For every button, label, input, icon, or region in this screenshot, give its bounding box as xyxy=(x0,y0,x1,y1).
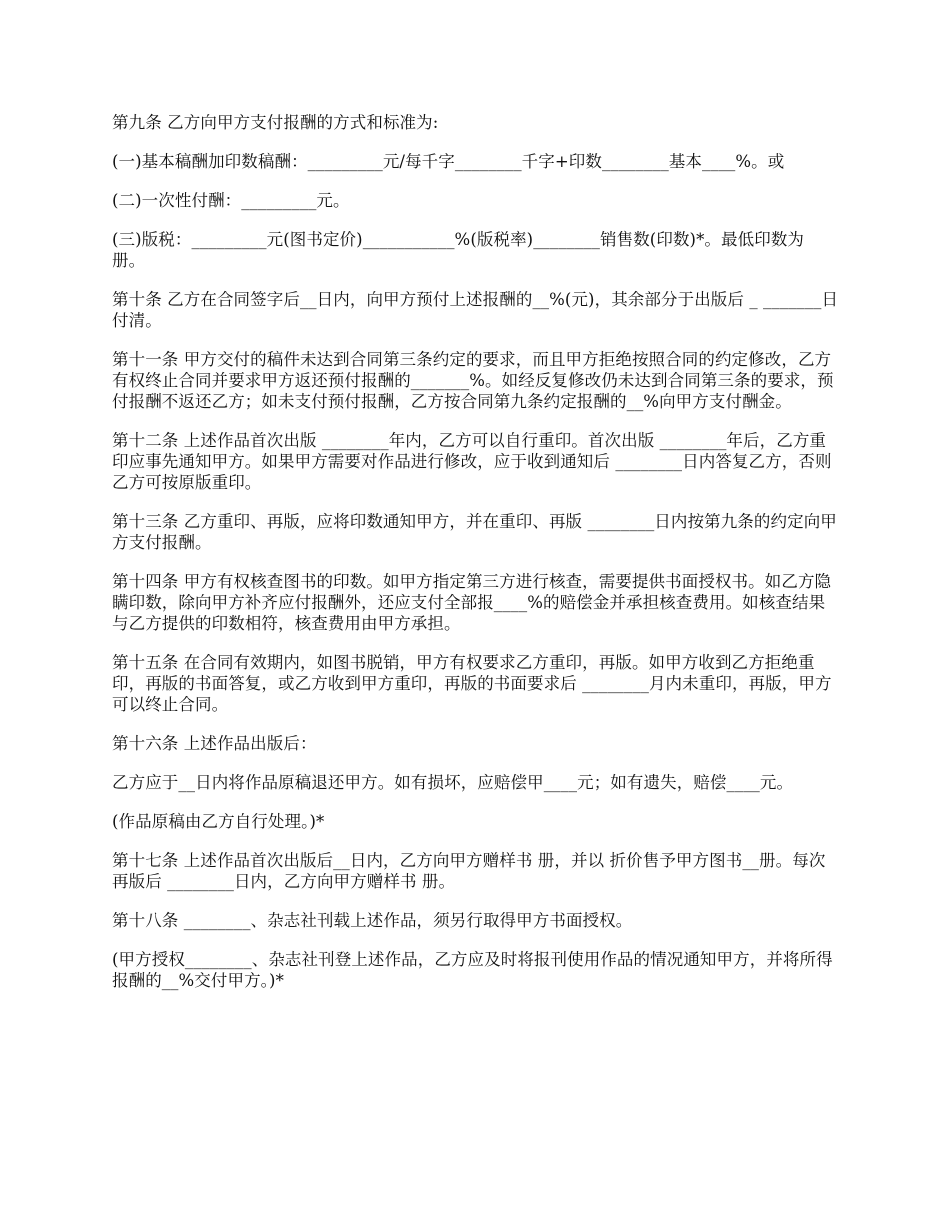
article-14: 第十四条 甲方有权核查图书的印数。如甲方指定第三方进行核查，需要提供书面授权书。如乙方隐瞒印数，除向甲方补齐应付报酬外，还应支付全部报____%的赔偿金并承担核查费用。如核查结果与乙方提供的印数相符，核查费用由甲方承担。 xyxy=(112,572,832,633)
article-16-manuscript-return: 乙方应于__日内将作品原稿退还甲方。如有损坏，应赔偿甲____元；如有遗失，赔偿____元。 xyxy=(112,773,794,792)
article-12: 第十二条 上述作品首次出版 ________年内，乙方可以自行重印。首次出版 ________年后，乙方重印应事先通知甲方。如果甲方需要对作品进行修改，应于收到通知后 ________日内答复乙方，否则乙方可按原版重印。 xyxy=(112,431,832,492)
article-11: 第十一条 甲方交付的稿件未达到合同第三条约定的要求，而且甲方拒绝按照合同的约定修改，乙方有权终止合同并要求甲方返还预付报酬的_______%。如经反复修改仍未达到合同第三条的要求，预付报酬不返还乙方；如未支付预付报酬，乙方按合同第九条约定报酬的__%向甲方支付酬金。 xyxy=(112,350,834,411)
article-18: 第十八条 ________、杂志社刊载上述作品，须另行取得甲方书面授权。 xyxy=(112,911,633,930)
article-15: 第十五条 在合同有效期内，如图书脱销，甲方有权要求乙方重印，再版。如甲方收到乙方拒绝重印，再版的书面答复，或乙方收到甲方重印，再版的书面要求后 ________月内未重印，再版，甲方可以终止合同。 xyxy=(112,653,832,714)
article-9-heading: 第九条 乙方向甲方支付报酬的方式和标准为: xyxy=(112,113,439,132)
article-10: 第十条 乙方在合同签字后__日内，向甲方预付上述报酬的__%(元)，其余部分于出版后 _ _______日付清。 xyxy=(112,290,839,330)
article-18-alternative: (甲方授权________、杂志社刊登上述作品，乙方应及时将报刊使用作品的情况通知甲方，并将所得报酬的__%交付甲方。)* xyxy=(112,950,833,990)
document-body xyxy=(112,112,840,1009)
article-17: 第十七条 上述作品首次出版后__日内，乙方向甲方赠样书 册，并以 折价售予甲方图书__册。每次再版后 ________日内，乙方向甲方赠样书 册。 xyxy=(112,851,826,891)
article-16-heading: 第十六条 上述作品出版后： xyxy=(112,734,317,753)
article-13: 第十三条 乙方重印、再版，应将印数通知甲方，并在重印、再版 ________日内按第九条的约定向甲方支付报酬。 xyxy=(112,512,837,552)
article-16-alternative: (作品原稿由乙方自行处理。)* xyxy=(112,812,325,831)
article-9-option-2: (二)一次性付酬：_________元。 xyxy=(112,191,350,210)
article-9-option-1: (一)基本稿酬加印数稿酬：_________元/每千字________千字+印数________基本____%。或 xyxy=(112,152,785,171)
article-9-option-3: (三)版税：_________元(图书定价)___________%(版税率)________销售数(印数)*。最低印数为 册。 xyxy=(112,230,805,270)
